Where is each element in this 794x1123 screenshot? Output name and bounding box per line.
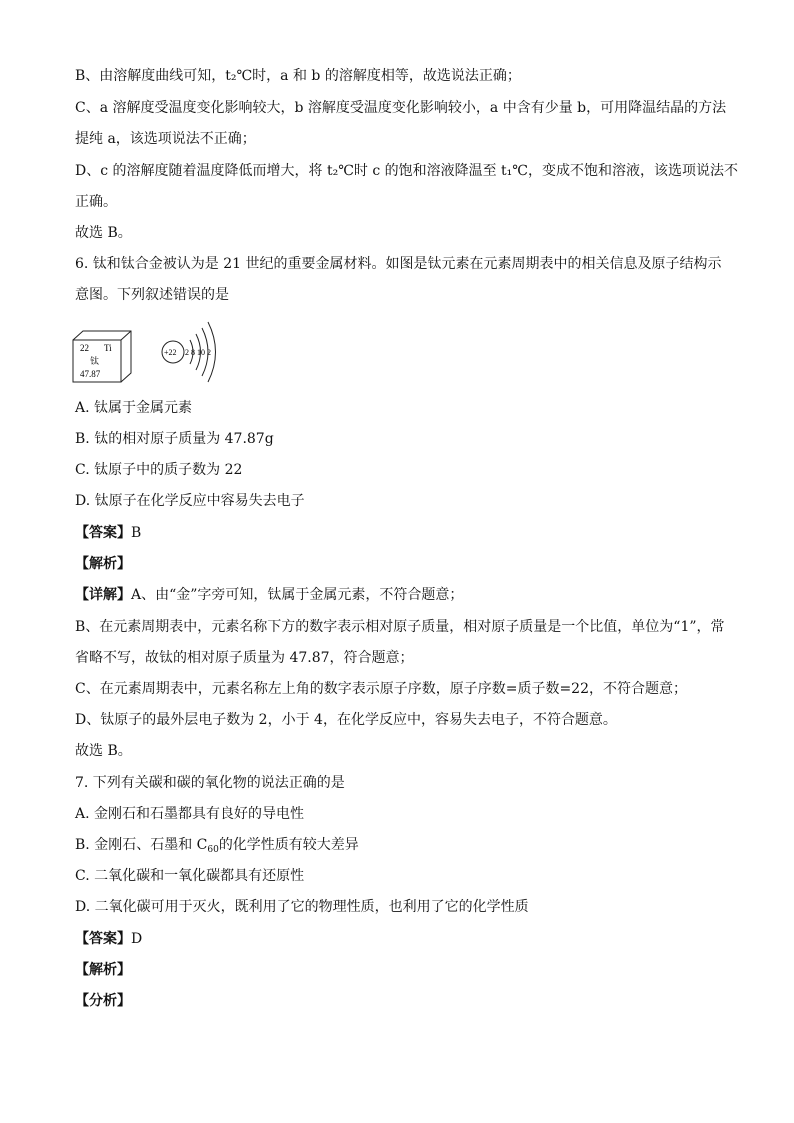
text-line: B、由溶解度曲线可知，t₂℃时，a 和 b 的溶解度相等，故选说法正确；: [75, 68, 521, 84]
detail-line: D、钛原子的最外层电子数为 2，小于 4，在化学反应中，容易失去电子，不符合题意。: [75, 712, 617, 728]
question-6-option-b: B. 钛的相对原子质量为 47.87g: [75, 431, 274, 447]
question-7-analyze-label: 【分析】: [75, 993, 131, 1009]
element-name: 钛: [90, 357, 100, 367]
periodic-table-tile: [72, 330, 132, 384]
atom-structure-diagram: [160, 318, 230, 388]
question-6-option-a: A. 钛属于金属元素: [75, 400, 193, 416]
question-7-stem: 7. 下列有关碳和碳的氧化物的说法正确的是: [75, 775, 345, 791]
question-6-answer: [75, 523, 141, 543]
electron-shells: 2 8 10 2: [185, 348, 211, 357]
option-b-subscript: 60: [207, 845, 219, 855]
detail-line: C、在元素周期表中，元素名称左上角的数字表示原子序数，原子序数=质子数=22，不符合题意；: [75, 681, 687, 697]
question-6-conclusion: 故选 B。: [75, 743, 132, 759]
detail-line: 省略不写，故钛的相对原子质量为 47.87，符合题意；: [75, 650, 414, 666]
answer-value: D: [131, 931, 143, 947]
question-6-analysis-label: 【解析】: [75, 556, 131, 572]
answer-label: 【答案】: [75, 931, 131, 947]
question-7-answer: [75, 929, 142, 949]
answer-value: B: [131, 525, 142, 541]
question-6-option-c: C. 钛原子中的质子数为 22: [75, 462, 243, 478]
text-line: 正确。: [75, 194, 117, 210]
answer-label: 【答案】: [75, 525, 131, 541]
option-b-rest: 的化学性质有较大差异: [218, 837, 359, 853]
question-6-stem: 6. 钛和钛合金被认为是 21 世纪的重要金属材料。如图是钛元素在元素周期表中的相关信息及原子结构示: [75, 256, 722, 272]
atomic-mass: 47.87: [80, 369, 101, 379]
nucleus-charge: +22: [164, 348, 177, 357]
text-line: C、a 溶解度受温度变化影响较大，b 溶解度受温度变化影响较小，a 中含有少量 b，可用降温结晶的方法: [75, 100, 727, 116]
question-6-option-d: D. 钛原子在化学反应中容易失去电子: [75, 493, 305, 509]
question-7-analysis-label: 【解析】: [75, 962, 131, 978]
question-6-detail: [75, 585, 463, 605]
question-7-option-d: D. 二氧化碳可用于灭火，既利用了它的物理性质，也利用了它的化学性质: [75, 899, 529, 915]
question-7-option-b: [75, 835, 359, 860]
atomic-number: 22: [80, 343, 89, 353]
question-7-option-c: C. 二氧化碳和一氧化碳都具有还原性: [75, 868, 305, 884]
detail-line: B、在元素周期表中，元素名称下方的数字表示相对原子质量，相对原子质量是一个比值，单位为“1”，常: [75, 619, 725, 635]
option-b-text: B. 金刚石、石墨和 C: [75, 837, 208, 853]
detail-text: A、由“金”字旁可知，钛属于金属元素，不符合题意；: [131, 587, 464, 603]
element-symbol: Ti: [104, 343, 112, 353]
text-line: D、c 的溶解度随着温度降低而增大，将 t₂℃时 c 的饱和溶液降温至 t₁℃，变成不饱和溶液，该选项说法不: [75, 163, 738, 179]
detail-label: 【详解】: [75, 587, 131, 603]
text-line: 提纯 a，该选项说法不正确；: [75, 131, 256, 147]
question-6-stem-cont: 意图。下列叙述错误的是: [75, 287, 229, 303]
question-7-option-a: A. 金刚石和石墨都具有良好的导电性: [75, 806, 305, 822]
text-line: 故选 B。: [75, 225, 132, 241]
